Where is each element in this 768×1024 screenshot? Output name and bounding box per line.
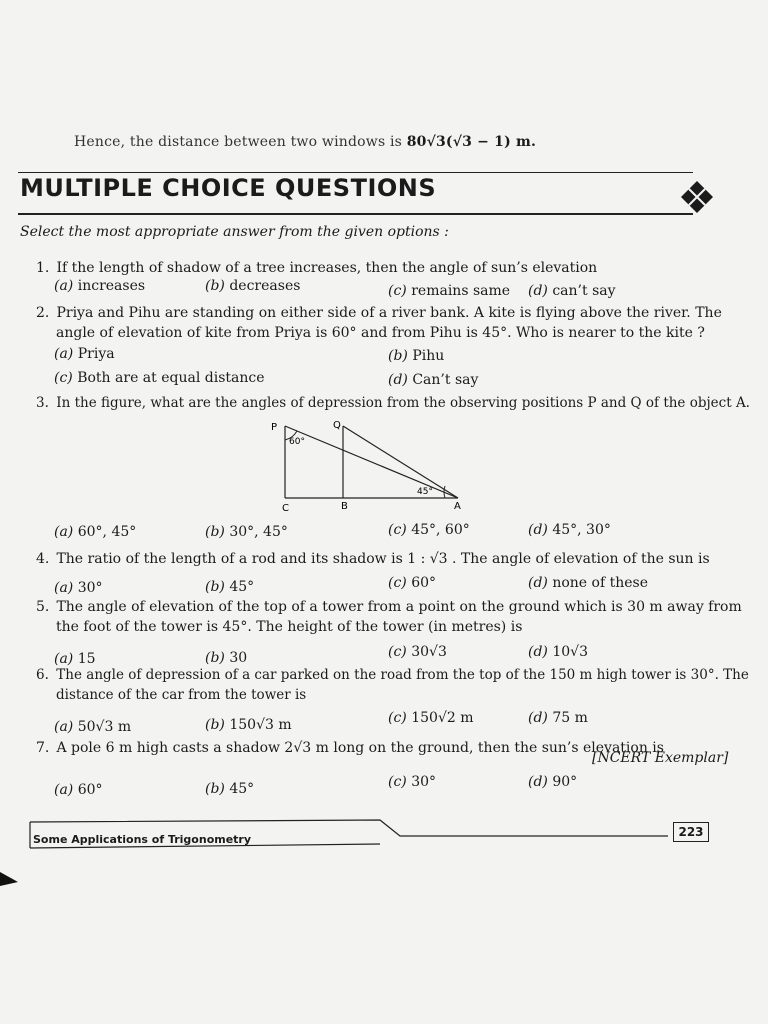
figure-label-c: C [282, 503, 289, 513]
option-key: (c) [388, 774, 407, 790]
option-value: 15 [77, 651, 96, 667]
q6-option-b[interactable] [205, 717, 292, 733]
question-text: The ratio of the length of a rod and its shadow is 1 : √3 . The angle of elevation of the sun is [56, 551, 710, 567]
q3-option-c[interactable] [388, 522, 470, 538]
question-number: 5. [36, 599, 50, 615]
option-key: (a) [54, 651, 74, 667]
q3-option-a[interactable] [54, 524, 136, 540]
option-value: increases [77, 278, 146, 294]
q1-option-a[interactable] [54, 278, 145, 294]
option-key: (d) [528, 710, 548, 726]
q2-option-b[interactable] [388, 348, 444, 364]
question-6 [36, 665, 749, 705]
option-value: 75 m [552, 710, 588, 726]
option-value: can’t say [552, 283, 616, 299]
option-value: 60° [77, 782, 103, 798]
q4-option-c[interactable] [388, 575, 436, 591]
question-number: 6. [36, 667, 49, 683]
q1-option-b[interactable] [205, 278, 300, 294]
footer-chapter-title: Some Applications of Trigonometry [33, 833, 252, 846]
option-value: 50√3 m [77, 719, 132, 735]
page-corner-shadow [0, 872, 18, 886]
option-value: 30°, 45° [229, 524, 288, 540]
q5-option-c[interactable] [388, 644, 447, 660]
previous-answer-value: 80√3(√3 − 1) m. [406, 134, 537, 150]
option-key: (a) [54, 278, 74, 294]
option-value: 45°, 60° [411, 522, 470, 538]
option-key: (d) [528, 283, 548, 299]
question-number: 7. [36, 740, 50, 756]
question-text: A pole 6 m high casts a shadow 2√3 m long on the ground, then the sun’s elevation is [56, 740, 664, 756]
header-rule-top [18, 172, 693, 173]
option-value: 30√3 [411, 644, 447, 660]
option-value: Pihu [412, 348, 445, 364]
question-2 [36, 303, 722, 343]
question-text-line-2: the foot of the tower is 45°. The height of the tower (in metres) is [56, 619, 523, 635]
question-text: In the figure, what are the angles of depression from the observing positions P and Q of the object A. [56, 395, 750, 411]
option-key: (b) [205, 278, 225, 294]
q4-option-d[interactable] [528, 575, 648, 591]
question-text: Priya and Pihu are standing on either side of a river bank. A kite is flying above the river. The [56, 305, 722, 321]
option-key: (d) [528, 575, 548, 591]
option-value: 45°, 30° [552, 522, 611, 538]
option-key: (d) [528, 644, 548, 660]
question-text: The angle of elevation of the top of a tower from a point on the ground which is 30 m away from [56, 599, 742, 615]
ncert-exemplar-reference: [NCERT Exemplar] [592, 750, 729, 766]
option-key: (c) [388, 522, 407, 538]
q4-option-a[interactable] [54, 580, 103, 596]
question-number: 4. [36, 551, 50, 567]
option-value: 45° [229, 579, 255, 595]
header-rule-bottom [18, 213, 693, 215]
option-value: none of these [552, 575, 648, 591]
option-value: Can’t say [412, 372, 479, 388]
question-number: 3. [36, 395, 49, 411]
question-7 [36, 738, 664, 758]
figure-angle-45: 45° [417, 487, 433, 497]
option-key: (a) [54, 782, 74, 798]
question-number: 2. [36, 305, 50, 321]
q2-option-a[interactable] [54, 346, 115, 362]
q7-option-b[interactable] [205, 781, 254, 797]
q6-option-a[interactable] [54, 719, 131, 735]
q6-option-c[interactable] [388, 710, 474, 726]
q6-option-d[interactable] [528, 710, 588, 726]
figure-label-p: P [271, 422, 278, 433]
question-text: The angle of depression of a car parked on the road from the top of the 150 m high tower is 30°. The [56, 667, 749, 683]
option-key: (a) [54, 580, 74, 596]
question-5 [36, 597, 742, 637]
q7-option-c[interactable] [388, 774, 436, 790]
question-text: If the length of shadow of a tree increases, then the angle of sun’s elevation [56, 260, 598, 276]
figure-label-a: A [454, 501, 461, 512]
option-key: (b) [205, 717, 225, 733]
figure-angle-60: 60° [289, 437, 305, 447]
option-value: 150√2 m [411, 710, 474, 726]
q2-option-c[interactable] [54, 370, 265, 386]
previous-answer-prefix: Hence, the distance between two windows is [74, 134, 407, 150]
option-key: (c) [388, 710, 407, 726]
question-number: 1. [36, 260, 50, 276]
option-key: (c) [54, 370, 73, 386]
option-value: 30 [229, 650, 248, 666]
option-key: (a) [54, 346, 74, 362]
option-key: (b) [205, 579, 225, 595]
option-value: 30° [411, 774, 437, 790]
option-key: (a) [54, 719, 74, 735]
figure-label-q: Q [333, 420, 341, 431]
q3-option-d[interactable] [528, 522, 611, 538]
q1-option-d[interactable] [528, 283, 616, 299]
q4-option-b[interactable] [205, 579, 254, 595]
figure-label-b: B [341, 501, 348, 512]
option-key: (d) [388, 372, 408, 388]
diamond-ornament-icon [680, 180, 714, 214]
option-value: 60° [411, 575, 437, 591]
option-value: 150√3 m [229, 717, 292, 733]
option-key: (a) [54, 524, 74, 540]
option-key: (b) [205, 650, 225, 666]
option-value: 10√3 [552, 644, 588, 660]
option-key: (b) [388, 348, 408, 364]
option-key: (c) [388, 644, 407, 660]
option-key: (c) [388, 575, 407, 591]
question-4 [36, 549, 710, 569]
q1-option-c[interactable] [388, 283, 510, 299]
option-value: decreases [229, 278, 301, 294]
q3-option-b[interactable] [205, 524, 288, 540]
previous-answer-line [74, 134, 536, 150]
q5-option-d[interactable] [528, 644, 588, 660]
option-key: (d) [528, 522, 548, 538]
option-value: 45° [229, 781, 255, 797]
option-key: (b) [205, 524, 225, 540]
depression-angle-figure [265, 418, 465, 513]
option-value: 30° [77, 580, 103, 596]
question-text-line-2: angle of elevation of kite from Priya is 60° and from Pihu is 45°. Who is nearer to the kite ? [56, 325, 705, 341]
q7-option-a[interactable] [54, 782, 103, 798]
option-value: remains same [411, 283, 511, 299]
option-value: Both are at equal distance [77, 370, 265, 386]
option-key: (c) [388, 283, 407, 299]
question-text-line-2: distance of the car from the tower is [56, 687, 307, 703]
option-value: Priya [77, 346, 115, 362]
q7-option-d[interactable] [528, 774, 577, 790]
question-3 [36, 393, 750, 413]
instruction-text: Select the most appropriate answer from the given options : [20, 224, 449, 240]
option-value: 60°, 45° [77, 524, 137, 540]
page-number: 223 [673, 822, 709, 842]
option-key: (b) [205, 781, 225, 797]
section-title: MULTIPLE CHOICE QUESTIONS [20, 174, 437, 202]
option-value: 90° [552, 774, 578, 790]
option-key: (d) [528, 774, 548, 790]
q2-option-d[interactable] [388, 372, 478, 388]
q5-option-b[interactable] [205, 650, 247, 666]
question-1 [36, 258, 597, 278]
